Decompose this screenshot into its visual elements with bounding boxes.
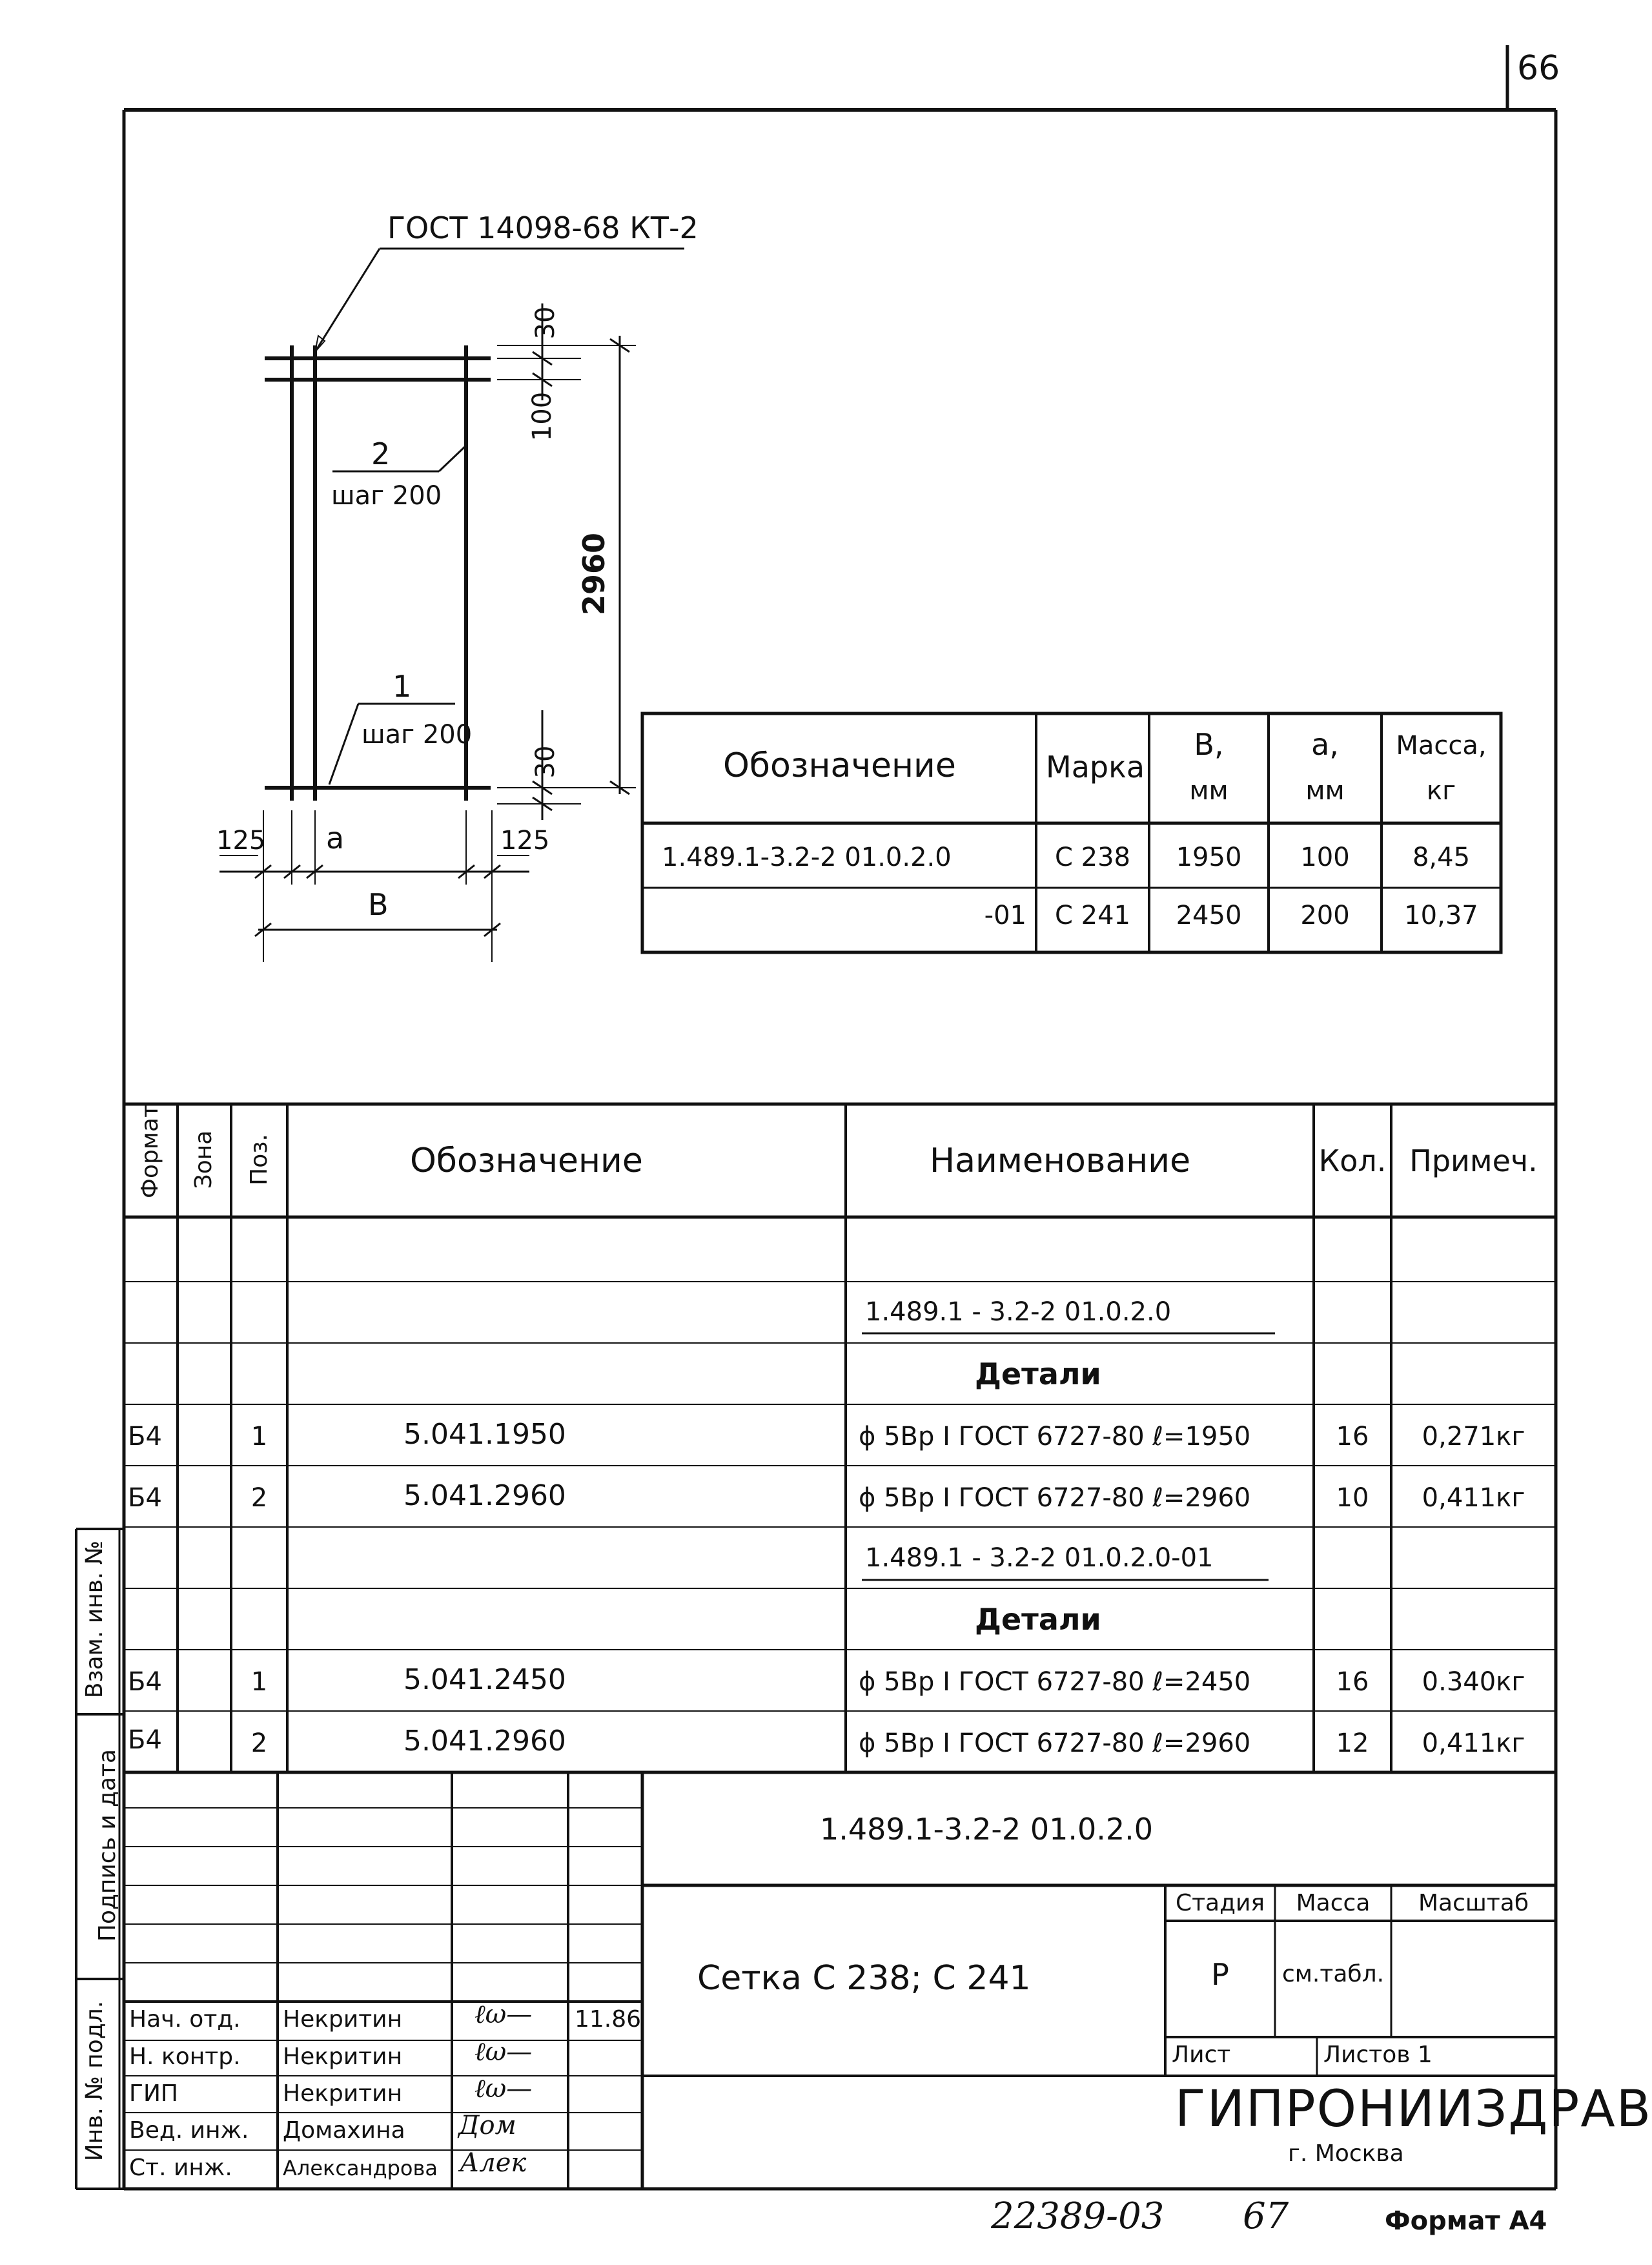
variant-header-a: а, <box>1311 727 1339 762</box>
spec-row-3-format: Б4 <box>128 1667 162 1697</box>
dimension-a: а <box>326 821 345 856</box>
position-2-step: шаг 200 <box>331 481 442 511</box>
spec-row-4-qty: 12 <box>1336 1728 1369 1758</box>
staff-date-1: 11.86 <box>575 2006 642 2033</box>
variant-row-1-mark: С 238 <box>1055 843 1130 872</box>
title-stage-label: Стадия <box>1175 1890 1265 1916</box>
staff-signature-2: ℓω— <box>474 2037 533 2067</box>
margin-replacement-inv: Взам. инв. № <box>81 1540 108 1699</box>
staff-signature-4: Дом <box>458 2111 516 2140</box>
spec-header-format: Формат <box>137 1103 163 1198</box>
variant-header-mass-unit: кг <box>1426 776 1456 806</box>
spec-row-3-pos: 1 <box>250 1667 268 1697</box>
variant-header-a-unit: мм <box>1305 776 1345 806</box>
position-1-step: шаг 200 <box>362 720 473 750</box>
title-doc-code: 1.489.1-3.2-2 01.0.2.0 <box>820 1812 1154 1847</box>
dimension-left-125: 125 <box>216 826 266 856</box>
spec-row-2-note: 0,411кг <box>1422 1483 1525 1513</box>
variant-header-mass: Масса, <box>1396 731 1487 761</box>
dimension-bottom-30: 30 <box>531 745 560 779</box>
staff-role-1: Нач. отд. <box>129 2006 241 2033</box>
staff-signature-5: Алек <box>460 2148 527 2178</box>
dimension-b: В <box>368 887 389 922</box>
title-scale-label: Масштаб <box>1418 1890 1529 1916</box>
spec-row-3-designation: 5.041.2450 <box>403 1663 566 1696</box>
title-sheets-label: Листов 1 <box>1323 2042 1433 2068</box>
spec-row-1-designation: 5.041.1950 <box>403 1418 566 1451</box>
dimension-100: 100 <box>527 391 557 442</box>
staff-name-3: Некритин <box>283 2080 403 2107</box>
variant-row-1-b: 1950 <box>1176 843 1242 872</box>
position-1-number: 1 <box>393 669 412 704</box>
spec-row-3-qty: 16 <box>1336 1667 1369 1697</box>
variant-row-2-mark: С 241 <box>1055 901 1130 930</box>
spec-row-1-qty: 16 <box>1336 1422 1369 1451</box>
staff-name-4: Домахина <box>283 2117 405 2144</box>
spec-row-3-name: ϕ 5Вр I ГОСТ 6727-80 ℓ=2450 <box>859 1667 1251 1697</box>
spec-row-4-name: ϕ 5Вр I ГОСТ 6727-80 ℓ=2960 <box>859 1728 1251 1758</box>
title-organization: ГИПРОНИИЗДРАВ <box>1175 2080 1652 2138</box>
footer-sheet-number: 67 <box>1243 2195 1289 2237</box>
margin-original-inv: Инв. № подл. <box>81 2000 108 2162</box>
dimension-right-125: 125 <box>500 826 550 856</box>
title-mass-value: см.табл. <box>1281 1961 1385 1987</box>
spec-row-4-format: Б4 <box>128 1725 162 1755</box>
spec-row-1-pos: 1 <box>250 1422 268 1451</box>
spec-row-2-designation: 5.041.2960 <box>403 1479 566 1512</box>
spec-header-zone: Зона <box>190 1130 217 1189</box>
staff-name-1: Некритин <box>283 2006 403 2033</box>
variant-header-designation: Обозначение <box>723 746 956 785</box>
spec-row-2-pos: 2 <box>250 1483 268 1513</box>
gost-weld-label: ГОСТ 14098-68 КТ-2 <box>387 210 699 245</box>
spec-header-designation: Обозначение <box>410 1142 643 1180</box>
spec-row-1-note: 0,271кг <box>1422 1422 1525 1451</box>
spec-row-group-1-title: 1.489.1 - 3.2-2 01.0.2.0 <box>865 1297 1172 1327</box>
staff-role-3: ГИП <box>129 2080 178 2107</box>
spec-header-qty: Кол. <box>1318 1143 1387 1178</box>
title-product-name: Сетка С 238; С 241 <box>697 1959 1031 1998</box>
spec-row-4-note: 0,411кг <box>1422 1728 1525 1758</box>
spec-row-1-name: ϕ 5Вр I ГОСТ 6727-80 ℓ=1950 <box>859 1422 1251 1451</box>
title-stage-value: Р <box>1211 1957 1229 1992</box>
title-mass-label: Масса <box>1296 1890 1371 1916</box>
staff-signature-1: ℓω— <box>474 2000 533 2029</box>
variant-header-mark: Марка <box>1046 750 1145 784</box>
page-number: 66 <box>1517 49 1560 88</box>
spec-header-note: Примеч. <box>1409 1143 1538 1178</box>
spec-row-2-name: ϕ 5Вр I ГОСТ 6727-80 ℓ=2960 <box>859 1483 1251 1513</box>
dimension-top-30: 30 <box>531 306 560 340</box>
spec-row-1-format: Б4 <box>128 1422 162 1451</box>
variant-header-b-unit: мм <box>1189 776 1229 806</box>
spec-row-group-2-title: 1.489.1 - 3.2-2 01.0.2.0-01 <box>865 1543 1214 1573</box>
spec-row-4-pos: 2 <box>250 1728 268 1758</box>
spec-row-group-2-details: Детали <box>975 1602 1101 1637</box>
spec-header-pos: Поз. <box>246 1134 272 1185</box>
footer-document-number: 22389-03 <box>991 2195 1165 2237</box>
staff-name-5: Александрова <box>283 2156 438 2180</box>
title-sheet-label: Лист <box>1172 2042 1231 2068</box>
spec-row-3-note: 0.340кг <box>1422 1667 1525 1697</box>
variant-row-1-mass: 8,45 <box>1412 843 1471 872</box>
position-2-number: 2 <box>371 436 391 471</box>
footer-format: Формат А4 <box>1385 2206 1547 2236</box>
staff-role-4: Вед. инж. <box>129 2117 249 2144</box>
variant-row-2-mass: 10,37 <box>1404 901 1478 930</box>
variant-row-1-a: 100 <box>1300 843 1350 872</box>
spec-row-2-format: Б4 <box>128 1483 162 1513</box>
staff-name-2: Некритин <box>283 2044 403 2070</box>
variant-row-1-designation: 1.489.1-3.2-2 01.0.2.0 <box>662 843 952 872</box>
variant-row-2-designation: -01 <box>984 901 1026 930</box>
variant-row-2-a: 200 <box>1300 901 1350 930</box>
title-organization-city: г. Москва <box>1288 2140 1404 2167</box>
staff-signature-3: ℓω— <box>474 2074 533 2104</box>
staff-role-5: Ст. инж. <box>129 2155 232 2181</box>
margin-signature-date: Подпись и дата <box>94 1748 121 1942</box>
spec-row-4-designation: 5.041.2960 <box>403 1725 566 1758</box>
spec-header-name: Наименование <box>930 1142 1191 1180</box>
staff-role-2: Н. контр. <box>129 2044 241 2070</box>
spec-row-2-qty: 10 <box>1336 1483 1369 1513</box>
variant-row-2-b: 2450 <box>1176 901 1242 930</box>
dimension-2960: 2960 <box>576 532 611 615</box>
spec-row-group-1-details: Детали <box>975 1357 1101 1391</box>
variant-header-b: В, <box>1194 727 1224 762</box>
